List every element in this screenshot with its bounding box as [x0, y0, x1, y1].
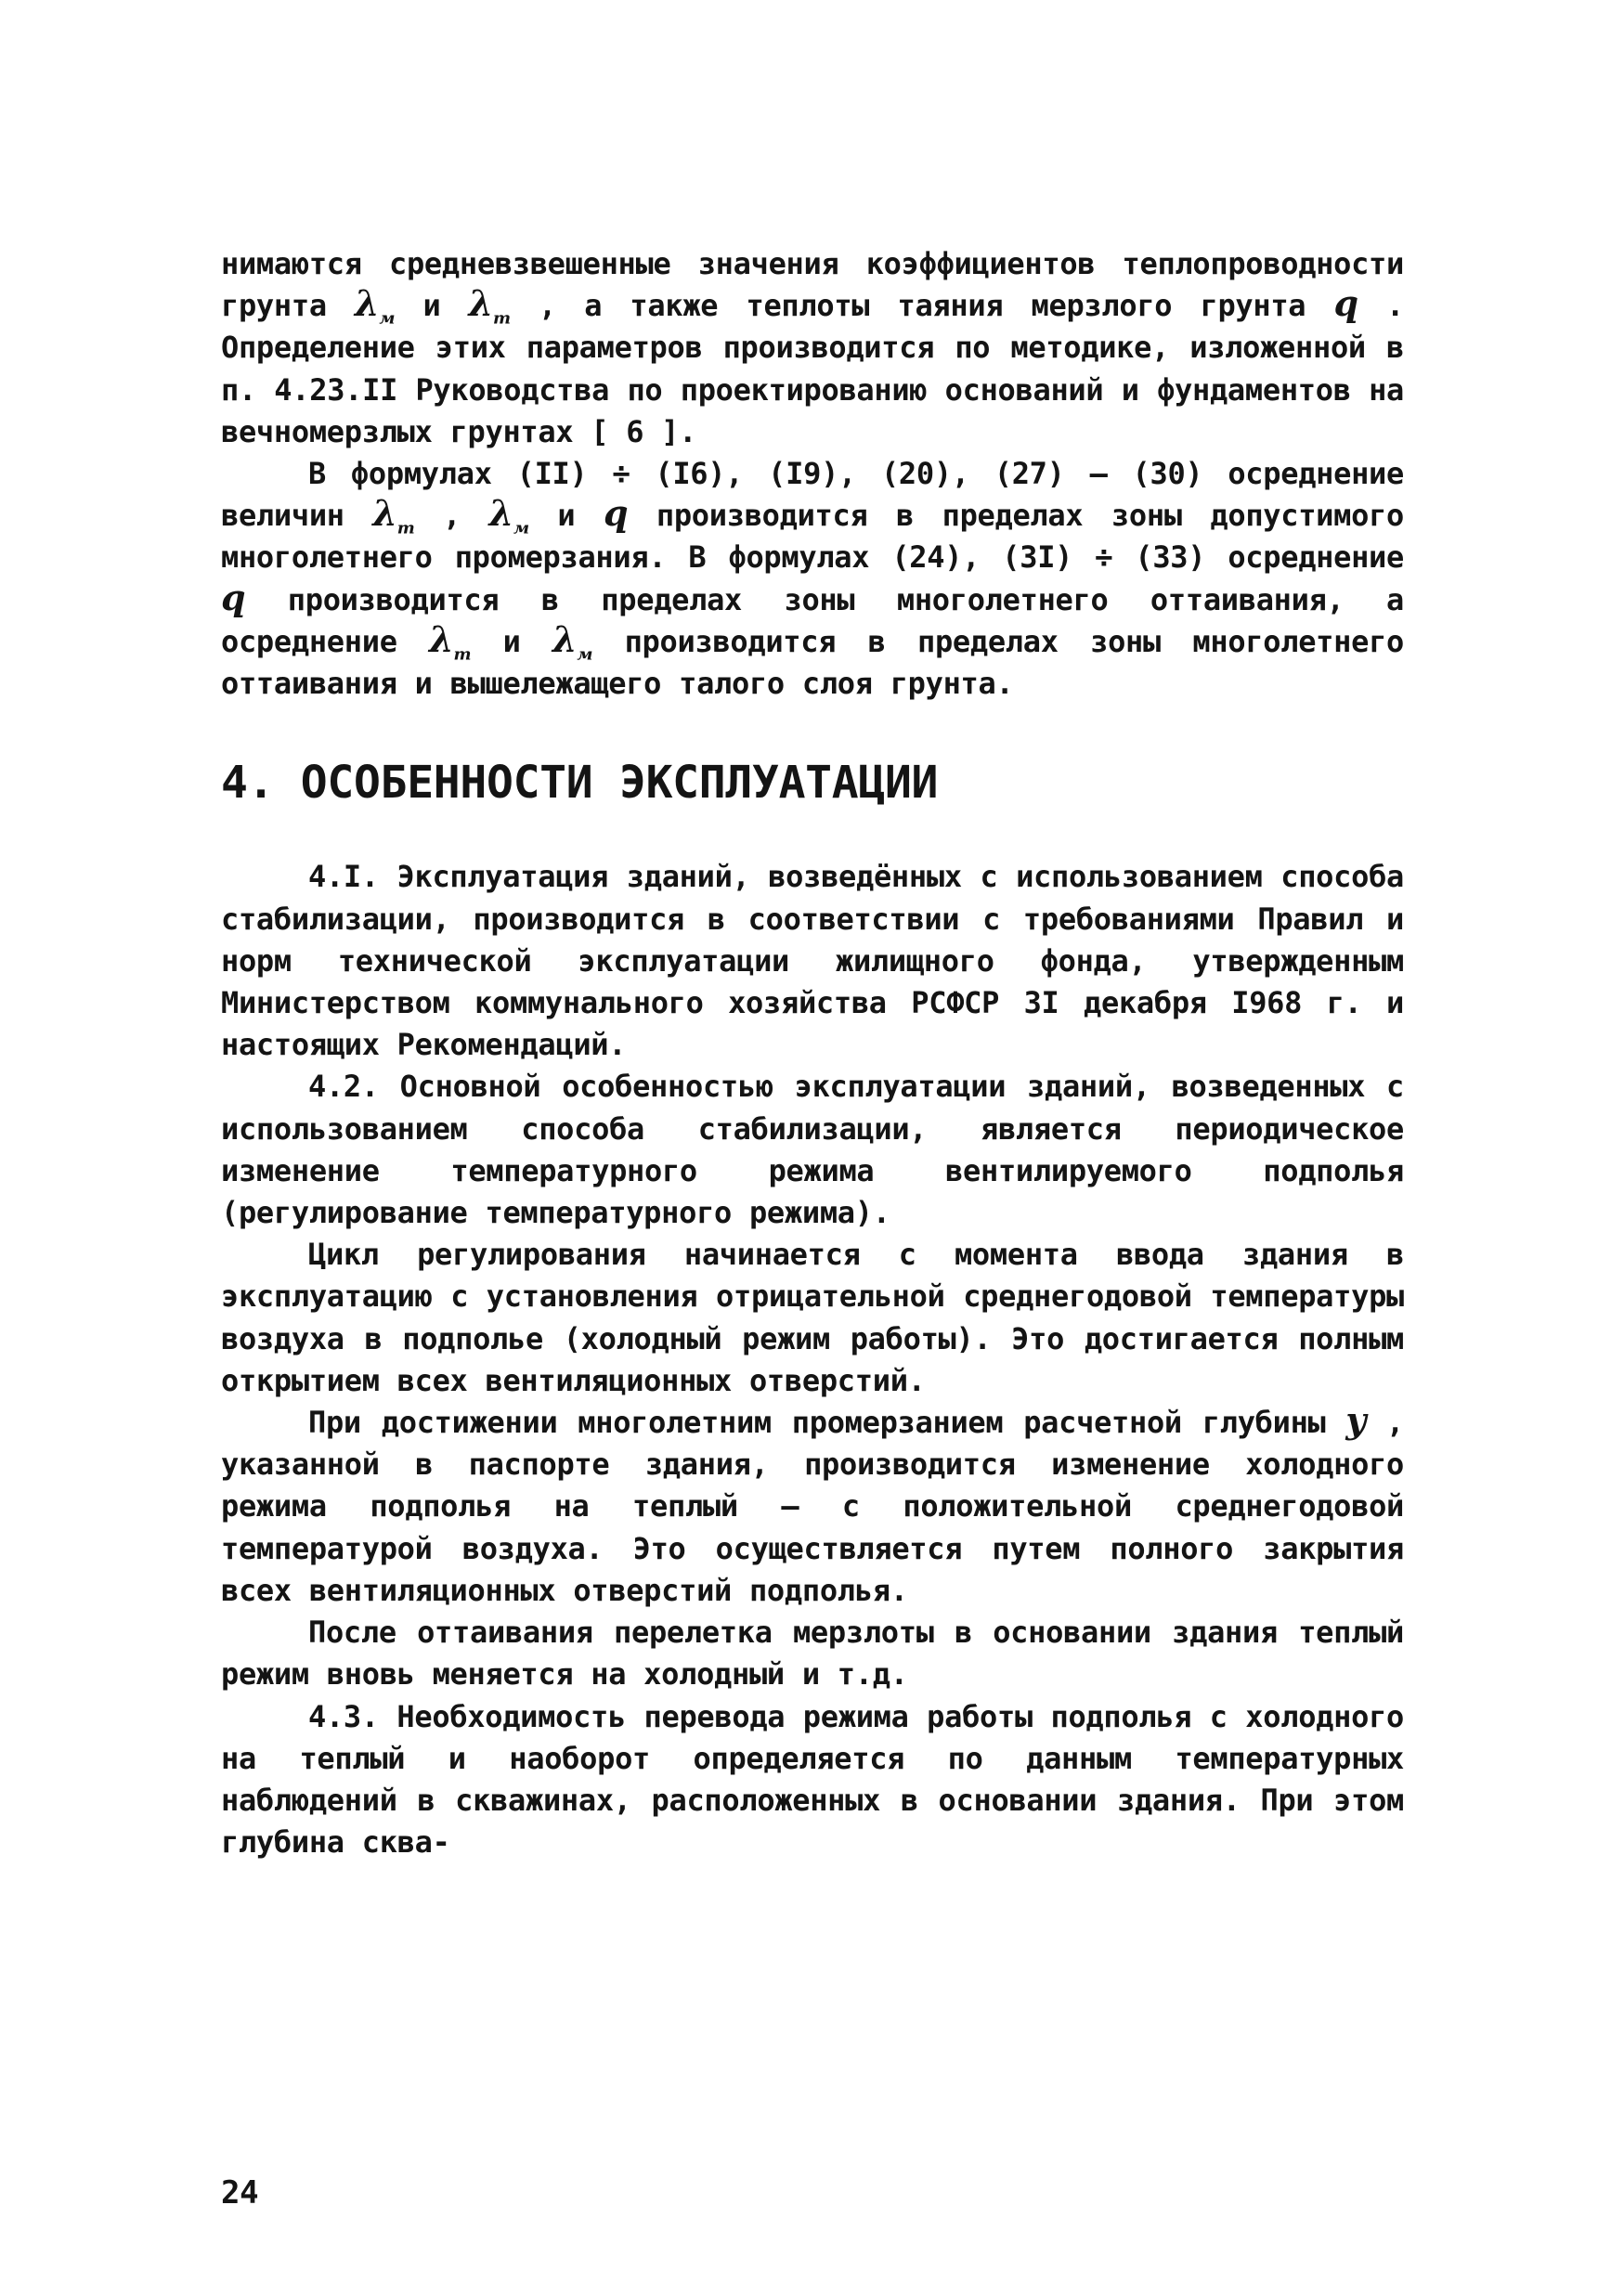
page-body [221, 243, 1404, 1863]
paragraph-averaging [221, 453, 1404, 705]
text-run: и [395, 288, 469, 324]
text-run: и [471, 623, 552, 659]
paragraph-regulation-cycle: Цикл регулирования начинается с момента ввода здания в эксплуатацию с установления отрицательной среднегодовой температуры воздуха в подполье (холодный режим работы). Это достигается полным открытием всех вентиляционных отверстий. [221, 1237, 1404, 1398]
text-run: , а также теплоты таяния мерзлого грунта [510, 288, 1334, 324]
lambda-t-symbol: $\lambda_т$ [468, 282, 511, 329]
y-symbol: y [1345, 1399, 1367, 1442]
text-run: производится в пределах зоны многолетнего оттаивания, а осреднение [221, 581, 1404, 659]
text-run: , указанной в паспорте здания, производится изменение холодного режима подполья на теплый – с положительной среднегодовой температурой воздуха. Это осуществляется путем полного закрытия всех вентиляционных отверстий подполья. [221, 1405, 1404, 1608]
section-heading: 4. ОСОБЕННОСТИ ЭКСПЛУАТАЦИИ [221, 757, 939, 810]
page-number: 24 [221, 2174, 259, 2212]
text-run: и [528, 498, 604, 534]
paragraph-continuation [221, 243, 1404, 453]
text-run: , [414, 498, 489, 534]
paragraph-after-thaw: После оттаивания перелетка мерзлоты в основании здания теплый режим вновь меняется на холодный и т.д. [221, 1615, 1404, 1693]
lambda-t-symbol: $\lambda_т$ [429, 617, 472, 665]
lambda-m-symbol: $\lambda_м$ [355, 282, 396, 329]
paragraph-depth-reached [221, 1399, 1404, 1612]
paragraph-4-2: 4.2. Основной особенностью эксплуатации зданий, возведенных с использованием способа стабилизации, является периодическое изменение температурного режима вентилируемого подполья (регулирование температурного режима). [221, 1069, 1404, 1231]
text-run: производится в пределах зоны допустимого многолетнего промерзания. В формулах (24), (3I) ÷ (33) осреднение [221, 498, 1405, 576]
paragraph-4-3: 4.3. Необходимость перевода режима работы подполья с холодного на теплый и наоборот определяется по данным температурных наблюдений в скважинах, расположенных в основании здания. При этом глубина сква- [221, 1698, 1404, 1861]
q-symbol: q [603, 492, 629, 535]
paragraph-4-1: 4.I. Эксплуатация зданий, возведённых с использованием способа стабилизации, производится в соответствии с требованиями Правил и норм технической эксплуатации жилищного фонда, утвержденным Министерством коммунального хозяйства РСФСР 3I декабря I968 г. и настоящих Рекомендаций. [221, 859, 1404, 1063]
lambda-m-symbol: $\lambda_м$ [488, 492, 529, 538]
q-symbol: q [1333, 282, 1358, 325]
text-run: . Определение этих параметров производится по методике, изложенной в п. 4.23.II Руководства по проектированию оснований и фундаментов на вечномерзлых грунтах [ 6 ]. [221, 288, 1405, 449]
text-run: производится в пределах зоны многолетнего оттаивания и вышележащего талого слоя грунта. [221, 623, 1404, 702]
text-run: В формулах (II) ÷ (I6), (I9), (20), (27) – (30) осреднение величин [221, 456, 1404, 534]
text-run: нимаются средневзвешенные значения коэффициентов теплопроводности грунта [221, 246, 1404, 324]
lambda-t-symbol: $\lambda_т$ [372, 492, 415, 538]
lambda-m-symbol: $\lambda_м$ [552, 617, 593, 665]
q-symbol: q [221, 576, 246, 618]
text-run: При достижении многолетним промерзанием расчетной глубины [308, 1405, 1346, 1441]
